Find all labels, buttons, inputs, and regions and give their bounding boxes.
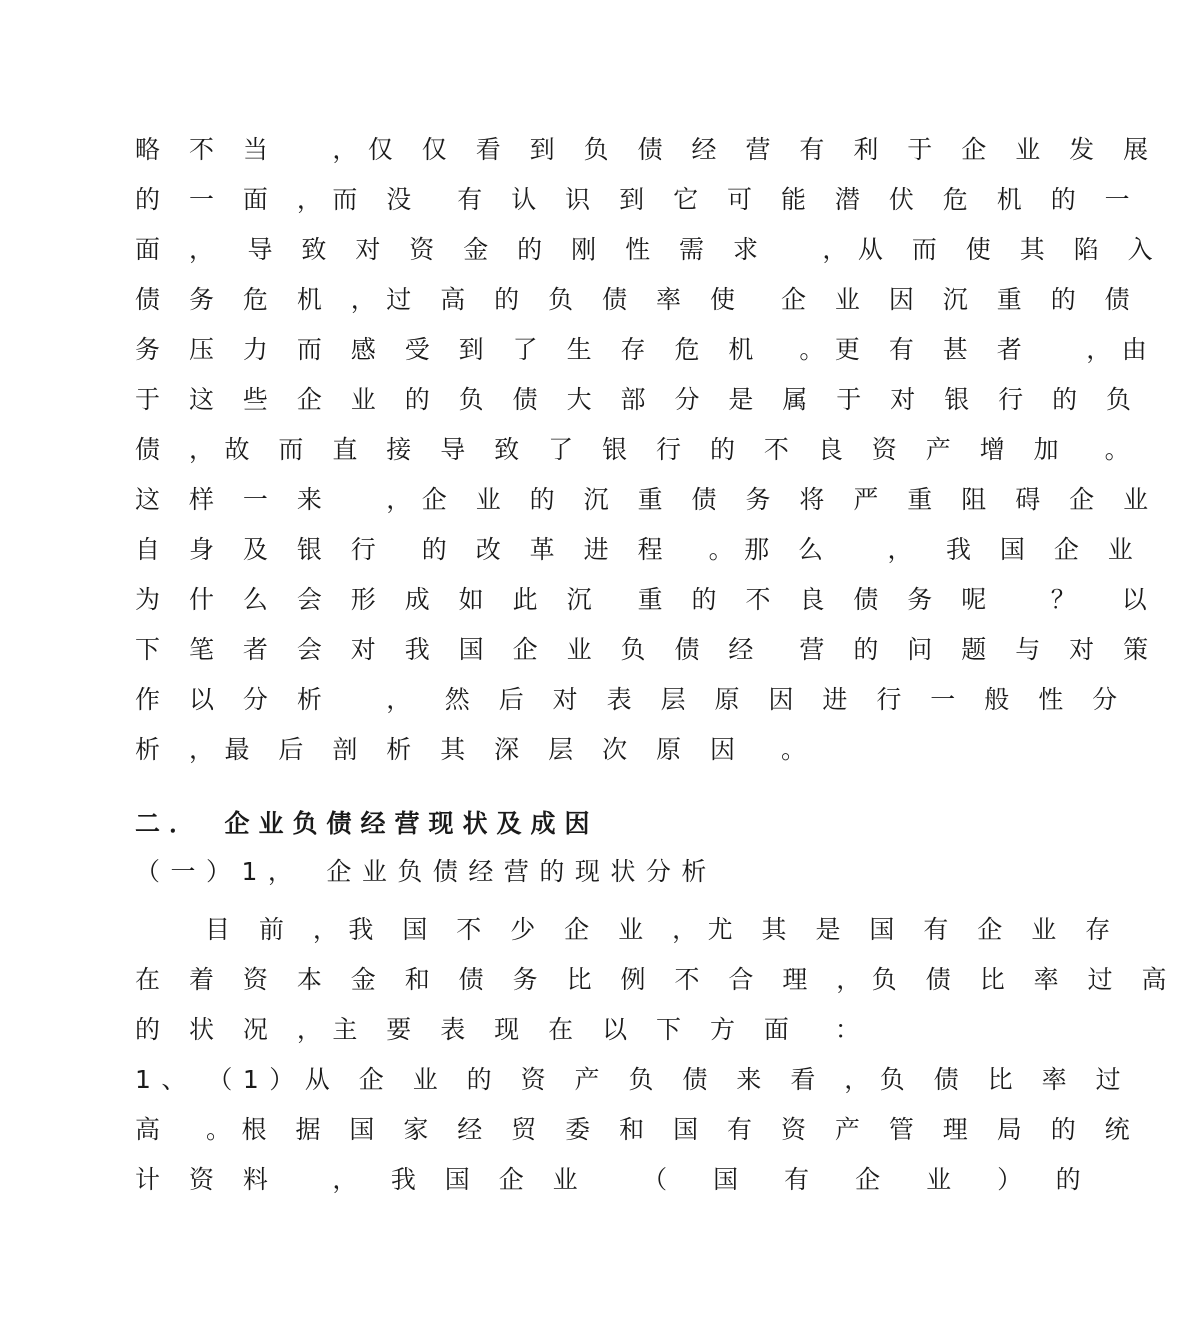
body-text-line: 下 笔 者 会 对 我 国 企 业 负 债 经 营 的 问 题 与 对 策 (135, 635, 1159, 664)
body-text-line: 在 着 资 本 金 和 债 务 比 例 不 合 理 ，负 债 比 率 过 高 (135, 965, 1177, 994)
body-text-line: 计 资 料 ， 我 国 企 业 （ 国 有 企 业 ） 的 (135, 1165, 1092, 1194)
body-text-line: 债 务 危 机 ，过 高 的 负 债 率 使 企 业 因 沉 重 的 债 (135, 285, 1141, 314)
body-text-line: 面 ， 导 致 对 资 金 的 刚 性 需 求 ，从 而 使 其 陷 入 (135, 235, 1164, 264)
body-text-line: 自 身 及 银 行 的 改 革 进 程 。那 么 ， 我 国 企 业 (135, 535, 1144, 564)
body-text-line: 高 。根 据 国 家 经 贸 委 和 国 有 资 产 管 理 局 的 统 (135, 1115, 1141, 1144)
body-text-line: 为 什 么 会 形 成 如 此 沉 重 的 不 良 债 务 呢 ？ 以 (135, 585, 1158, 614)
body-text-line: 债 ，故 而 直 接 导 致 了 银 行 的 不 良 资 产 增 加 。 (135, 435, 1141, 464)
body-text-line: 目 前 ，我 国 不 少 企 业 ，尤 其 是 国 有 企 业 存 (205, 915, 1121, 944)
body-text-line: 略 不 当 ，仅 仅 看 到 负 债 经 营 有 利 于 企 业 发 展 (135, 135, 1159, 164)
body-text-line: 的 状 况 ，主 要 表 现 在 以 下 方 面 ： (135, 1015, 871, 1044)
subsection-heading: （一）1， 企业负债经营的现状分析 (135, 857, 717, 886)
body-text-line: 务 压 力 而 感 受 到 了 生 存 危 机 。更 有 甚 者 ，由 (135, 335, 1158, 364)
body-text-line: 这 样 一 来 ，企 业 的 沉 重 债 务 将 严 重 阻 碍 企 业 (135, 485, 1159, 514)
section-heading: 二． 企业负债经营现状及成因 (135, 809, 599, 838)
body-text-line: 析 ，最 后 剖 析 其 深 层 次 原 因 。 (135, 735, 817, 764)
body-text-line: 作 以 分 析 ， 然 后 对 表 层 原 因 进 行 一 般 性 分 (135, 685, 1128, 714)
body-text-line: 于 这 些 企 业 的 负 债 大 部 分 是 属 于 对 银 行 的 负 (135, 385, 1142, 414)
body-text-line: 的 一 面 ，而 没 有 认 识 到 它 可 能 潜 伏 危 机 的 一 (135, 185, 1141, 214)
body-text-line: 1、 （1）从 企 业 的 资 产 负 债 来 看 ，负 债 比 率 过 (135, 1065, 1132, 1094)
